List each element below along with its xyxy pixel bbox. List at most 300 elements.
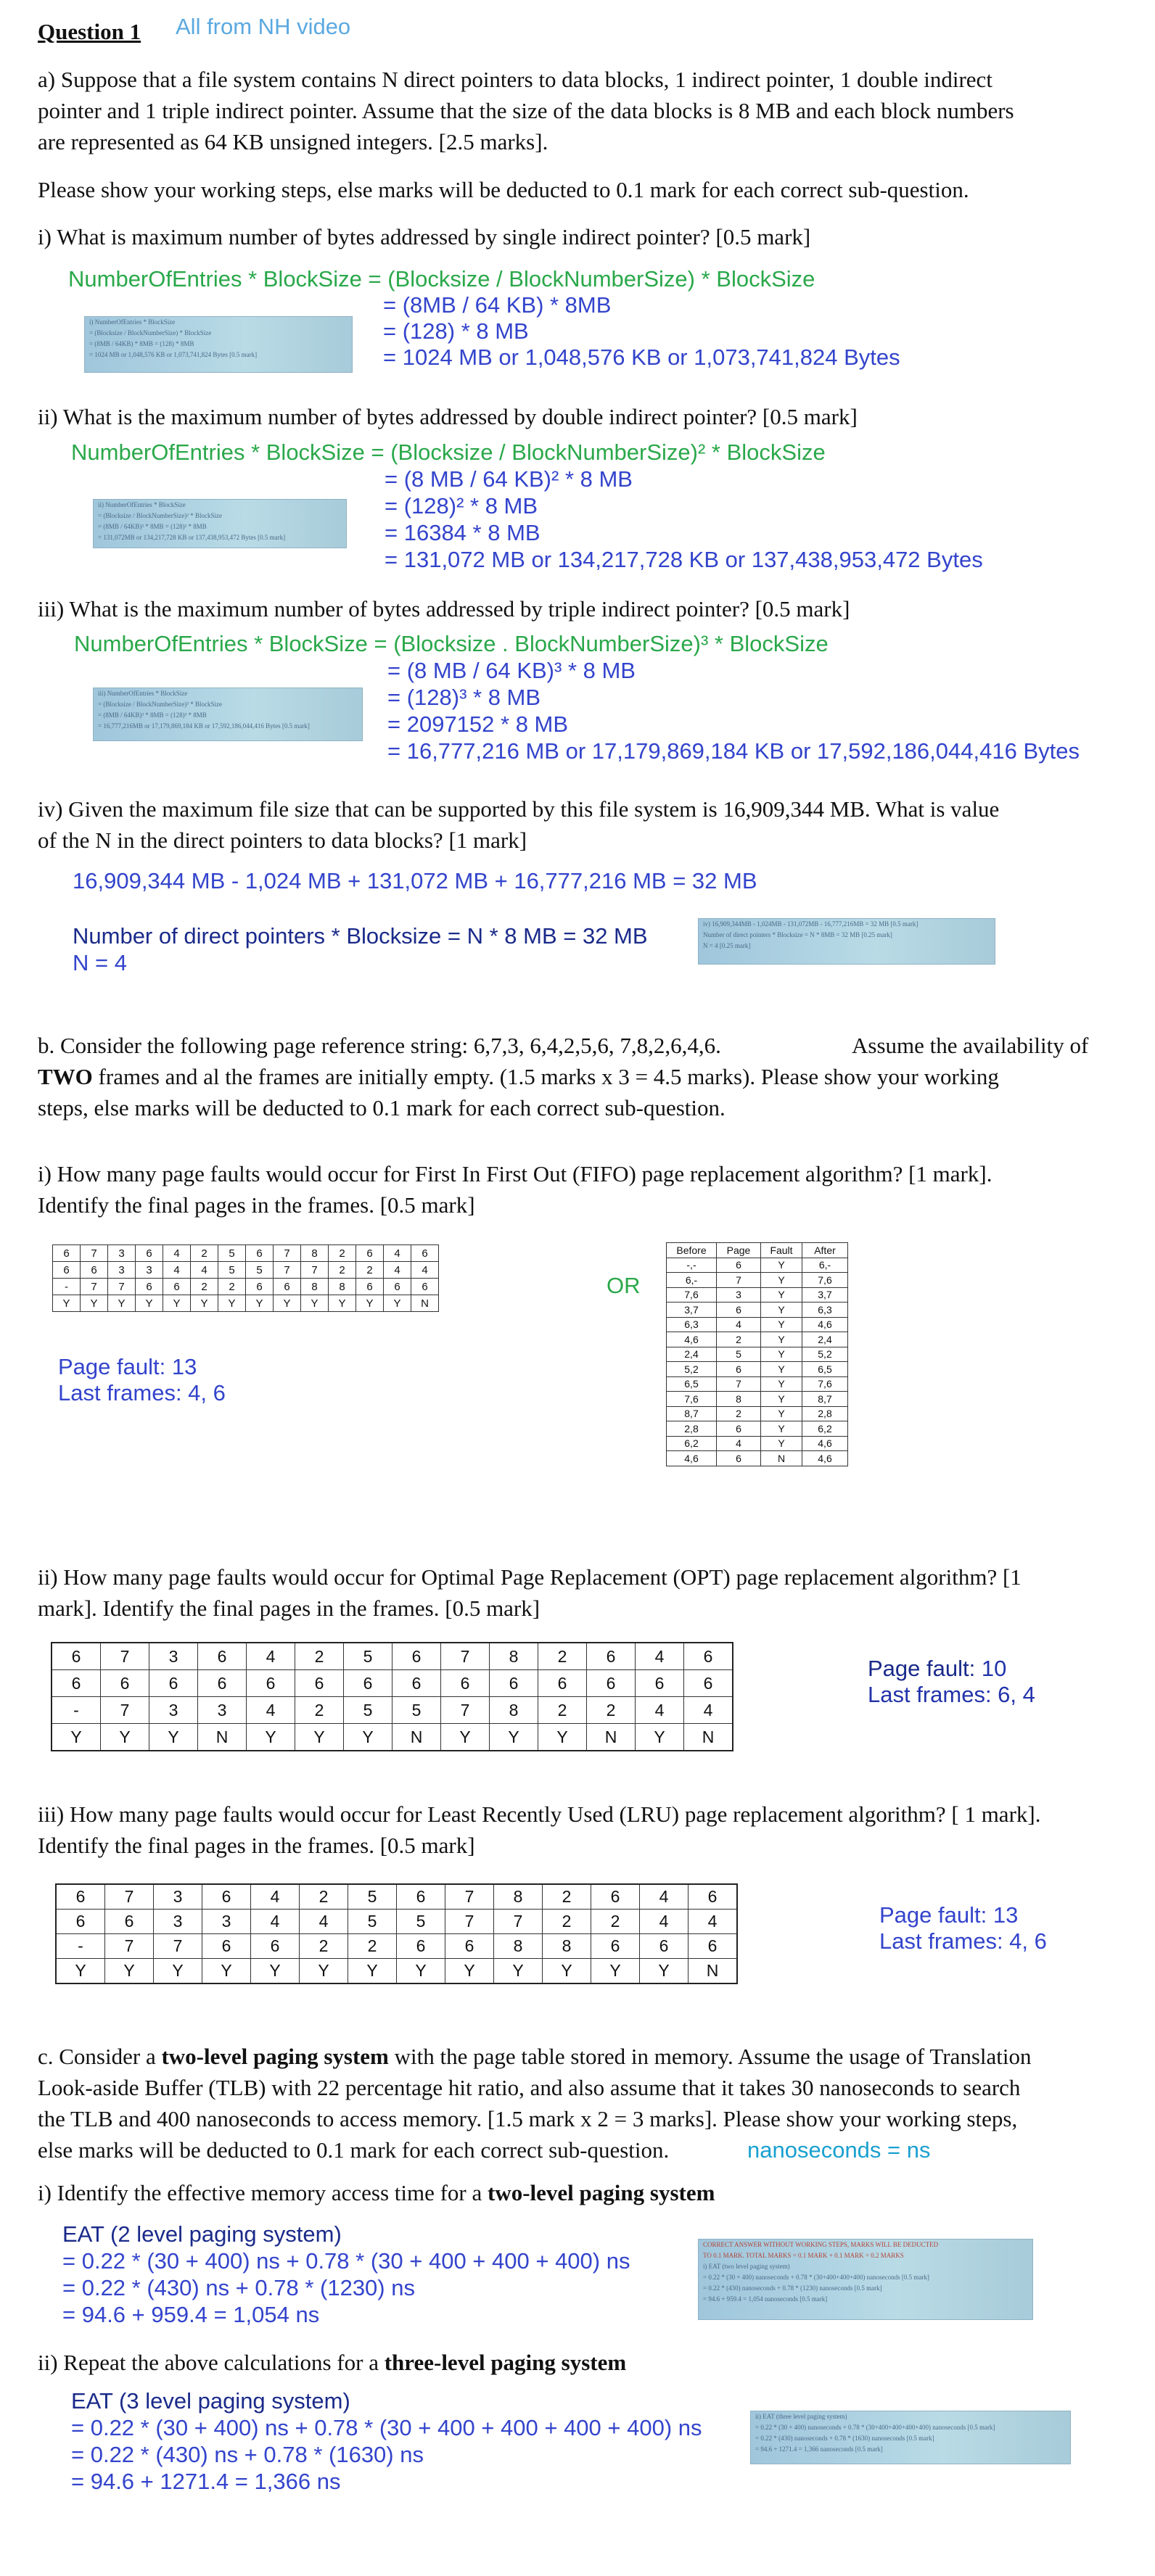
fifo-alt-cell: N (761, 1451, 802, 1466)
fifo-alt-cell: 6 (717, 1451, 761, 1466)
fifo-alt-cell: 4 (717, 1436, 761, 1451)
a-iii-question: iii) What is the maximum number of bytes addressed by triple indirect pointer? [0.5 mark] (38, 596, 850, 622)
part-c-intro-1: c. Consider a two-level paging system with the page table stored in memory. Assume the usage of Translation (38, 2044, 1032, 2069)
opt-cell: 3 (198, 1697, 247, 1724)
lru-cell: 3 (154, 1910, 202, 1934)
opt-cell: N (198, 1724, 247, 1751)
opt-last-frames: Last frames: 6, 4 (868, 1682, 1035, 1707)
fifo-cell: 6 (356, 1245, 384, 1262)
a-i-line4: = 1024 MB or 1,048,576 KB or 1,073,741,824 Bytes (383, 344, 900, 370)
opt-cell: 6 (636, 1670, 684, 1697)
column-header: Before (667, 1243, 717, 1258)
fifo-alt-cell: 6,5 (802, 1362, 848, 1377)
table-row (667, 1287, 848, 1303)
fifo-cell: 3 (136, 1262, 163, 1279)
lru-cell: 6 (56, 1910, 105, 1934)
fifo-alt-cell: 6,3 (802, 1303, 848, 1318)
lru-cell: 6 (397, 1934, 445, 1959)
fifo-alt-cell: 4 (717, 1317, 761, 1332)
a-i-question: i) What is maximum number of bytes addressed by single indirect pointer? [0.5 mark] (38, 224, 811, 249)
a-iv-question-2: of the N in the direct pointers to data blocks? [1 mark] (38, 827, 527, 853)
opt-cell: Y (441, 1724, 490, 1751)
fifo-alt-cell: 6 (717, 1362, 761, 1377)
fifo-question-1: i) How many page faults would occur for First In First Out (FIFO) page replacement algorithm? [1 mark]. (38, 1161, 992, 1186)
table-row (667, 1347, 848, 1362)
lru-cell: 6 (397, 1884, 445, 1910)
opt-cell: 4 (247, 1643, 295, 1670)
fifo-alt-table (666, 1242, 848, 1466)
fifo-cell: 7 (81, 1279, 108, 1295)
fifo-cell: 6 (246, 1245, 274, 1262)
fifo-cell: 8 (329, 1279, 356, 1295)
part-b-intro-2: TWO frames and al the frames are initially empty. (1.5 marks x 3 = 4.5 marks). Please show your working (38, 1064, 999, 1089)
fifo-alt-cell: 2,8 (667, 1421, 717, 1437)
part-c-intro-4: else marks will be deducted to 0.1 mark for each correct sub-question. (38, 2137, 670, 2163)
answer-key-thumbnail: ii) NumberOfEntries * BlockSize = (Blocksize / BlockNumberSize)² * BlockSize = (8MB / 64KB)² * 8MB = (128)² * 8MB = 131,072MB or 134,217,728 KB or 137,438,953,472 Bytes [0.5 mark] (93, 499, 347, 548)
a-iii-line4: = 2097152 * 8 MB (387, 711, 569, 737)
part-a-intro-1: a) Suppose that a file system contains N direct pointers to data blocks, 1 indirect pointer, 1 double indirect (38, 67, 992, 92)
part-c-intro-2: Look-aside Buffer (TLB) with 22 percentage hit ratio, and also assume that it takes 30 nanoseconds to search (38, 2075, 1021, 2100)
fifo-cell: 7 (81, 1245, 108, 1262)
lru-question-2: Identify the final pages in the frames. [0.5 mark] (38, 1833, 475, 1858)
a-ii-line1: NumberOfEntries * BlockSize = (Blocksize / BlockNumberSize)² * BlockSize (71, 439, 826, 465)
fifo-alt-cell: Y (761, 1273, 802, 1288)
fifo-alt-cell: 6 (717, 1258, 761, 1273)
c-i-line1: EAT (2 level paging system) (62, 2221, 342, 2247)
fifo-cell: Y (81, 1295, 108, 1312)
fifo-cell: - (53, 1279, 81, 1295)
lru-cell: Y (640, 1959, 689, 1984)
opt-cell: - (52, 1697, 101, 1724)
fifo-alt-cell: Y (761, 1317, 802, 1332)
opt-cell: 6 (441, 1670, 490, 1697)
opt-cell: Y (101, 1724, 149, 1751)
lru-cell: Y (543, 1959, 591, 1984)
fifo-alt-cell: 4,6 (667, 1332, 717, 1347)
table-header-row (667, 1243, 848, 1258)
lru-cell: - (56, 1934, 105, 1959)
opt-cell: 7 (101, 1643, 149, 1670)
fifo-alt-cell: 4,6 (802, 1317, 848, 1332)
fifo-alt-cell: 6,- (802, 1258, 848, 1273)
fifo-alt-cell: Y (761, 1347, 802, 1362)
answer-key-thumbnail: i) NumberOfEntries * BlockSize = (Blocksize / BlockNumberSize) * BlockSize = (8MB / 64KB) * 8MB = (128) * 8MB = 1024 MB or 1,048,576 KB or 1,073,741,824 Bytes [0.5 mark] (84, 316, 353, 373)
fifo-cell: Y (136, 1295, 163, 1312)
fifo-alt-cell: 5,2 (802, 1347, 848, 1362)
opt-cell: Y (636, 1724, 684, 1751)
opt-question-1: ii) How many page faults would occur for Optimal Page Replacement (OPT) page replacement algorithm? [1 (38, 1564, 1022, 1590)
fifo-alt-cell: 4,6 (667, 1451, 717, 1466)
lru-cell: 2 (300, 1934, 348, 1959)
opt-cell: 6 (149, 1670, 198, 1697)
table-row (52, 1697, 733, 1724)
table-row (667, 1332, 848, 1347)
lru-cell: 6 (202, 1934, 251, 1959)
opt-cell: 6 (587, 1643, 636, 1670)
lru-grid-table (55, 1883, 738, 1984)
opt-cell: N (684, 1724, 733, 1751)
a-iv-line3: N = 4 (73, 950, 127, 975)
a-ii-question: ii) What is the maximum number of bytes addressed by double indirect pointer? [0.5 mark] (38, 404, 858, 429)
fifo-alt-cell: 3,7 (802, 1287, 848, 1303)
lru-cell: 2 (348, 1934, 397, 1959)
table-row (667, 1392, 848, 1407)
fifo-cell: 6 (163, 1279, 191, 1295)
lru-cell: 6 (689, 1884, 738, 1910)
opt-cell: 5 (392, 1697, 441, 1724)
table-row (56, 1934, 737, 1959)
lru-cell: 4 (640, 1884, 689, 1910)
lru-page-fault: Page fault: 13 (879, 1902, 1019, 1928)
fifo-cell: 2 (191, 1245, 218, 1262)
fifo-cell: 6 (81, 1262, 108, 1279)
fifo-cell: 4 (163, 1245, 191, 1262)
c-i-line4: = 94.6 + 959.4 = 1,054 ns (62, 2302, 320, 2327)
c-i-line3: = 0.22 * (430) ns + 0.78 * (1230) ns (62, 2275, 415, 2300)
a-ii-line5: = 131,072 MB or 134,217,728 KB or 137,438,953,472 Bytes (385, 547, 983, 572)
table-row (53, 1262, 439, 1279)
lru-cell: 6 (591, 1934, 640, 1959)
fifo-alt-cell: 5,2 (667, 1362, 717, 1377)
fifo-cell: 7 (274, 1262, 301, 1279)
fifo-alt-cell: 7 (717, 1376, 761, 1392)
fifo-alt-cell: 7,6 (802, 1273, 848, 1288)
fifo-last-frames: Last frames: 4, 6 (58, 1380, 226, 1405)
fifo-alt-cell: -,- (667, 1258, 717, 1273)
lru-cell: 8 (494, 1884, 543, 1910)
fifo-cell: 6 (384, 1279, 411, 1295)
fifo-cell: Y (163, 1295, 191, 1312)
a-iii-line1: NumberOfEntries * BlockSize = (Blocksize . BlockNumberSize)³ * BlockSize (74, 631, 829, 656)
opt-cell: 4 (247, 1697, 295, 1724)
fifo-cell: Y (274, 1295, 301, 1312)
table-row (667, 1436, 848, 1451)
fifo-alt-cell: Y (761, 1406, 802, 1421)
lru-cell: 4 (251, 1884, 300, 1910)
a-iii-line3: = (128)³ * 8 MB (387, 685, 541, 710)
or-label: OR (607, 1273, 641, 1298)
opt-cell: 2 (295, 1697, 344, 1724)
lru-cell: 4 (251, 1910, 300, 1934)
lru-cell: 5 (348, 1910, 397, 1934)
a-iv-question-1: iv) Given the maximum file size that can be supported by this file system is 16,909,344 MB. What is value (38, 796, 1000, 822)
lru-cell: N (689, 1959, 738, 1984)
lru-cell: 4 (640, 1910, 689, 1934)
a-iii-line2: = (8 MB / 64 KB)³ * 8 MB (387, 658, 636, 683)
opt-cell: 6 (198, 1643, 247, 1670)
fifo-alt-cell: Y (761, 1362, 802, 1377)
fifo-alt-cell: 6,5 (667, 1376, 717, 1392)
lru-cell: 2 (543, 1910, 591, 1934)
lru-cell: 4 (300, 1910, 348, 1934)
fifo-cell: Y (108, 1295, 136, 1312)
fifo-alt-cell: 7,6 (667, 1392, 717, 1407)
table-row (667, 1421, 848, 1437)
opt-cell: 5 (344, 1643, 392, 1670)
table-row (56, 1884, 737, 1910)
opt-cell: 7 (441, 1643, 490, 1670)
fifo-cell: 6 (136, 1279, 163, 1295)
fifo-cell: 5 (218, 1262, 246, 1279)
fifo-alt-cell: 6,2 (667, 1436, 717, 1451)
c-ii-line4: = 94.6 + 1271.4 = 1,366 ns (71, 2469, 341, 2494)
lru-cell: 6 (56, 1884, 105, 1910)
lru-cell: 2 (300, 1884, 348, 1910)
lru-cell: 2 (591, 1910, 640, 1934)
fifo-cell: 6 (136, 1245, 163, 1262)
fifo-alt-cell: 8,7 (667, 1406, 717, 1421)
part-b-intro-3: steps, else marks will be deducted to 0.1 mark for each correct sub-question. (38, 1095, 726, 1120)
fifo-cell: 6 (246, 1279, 274, 1295)
part-c-intro-3: the TLB and 400 nanoseconds to access memory. [1.5 mark x 2 = 3 marks]. Please show your working steps, (38, 2106, 1018, 2131)
lru-cell: 7 (105, 1884, 154, 1910)
fifo-alt-cell: 2,4 (667, 1347, 717, 1362)
lru-cell: Y (202, 1959, 251, 1984)
lru-cell: 7 (154, 1934, 202, 1959)
a-iii-line5: = 16,777,216 MB or 17,179,869,184 KB or 17,592,186,044,416 Bytes (387, 738, 1080, 764)
table-row (667, 1258, 848, 1273)
c-ii-line2: = 0.22 * (30 + 400) ns + 0.78 * (30 + 400 + 400 + 400 + 400) ns (71, 2415, 702, 2440)
opt-cell: 6 (101, 1670, 149, 1697)
fifo-cell: Y (53, 1295, 81, 1312)
opt-cell: 6 (295, 1670, 344, 1697)
table-row (52, 1724, 733, 1751)
fifo-cell: Y (218, 1295, 246, 1312)
fifo-alt-cell: 5 (717, 1347, 761, 1362)
fifo-cell: 6 (411, 1279, 439, 1295)
opt-cell: 6 (392, 1643, 441, 1670)
lru-cell: 6 (251, 1934, 300, 1959)
fifo-alt-cell: 4,6 (802, 1451, 848, 1466)
opt-cell: N (587, 1724, 636, 1751)
fifo-cell: 8 (301, 1279, 329, 1295)
fifo-cell: 2 (191, 1279, 218, 1295)
opt-cell: 8 (490, 1697, 538, 1724)
table-row (667, 1451, 848, 1466)
fifo-alt-cell: 2,4 (802, 1332, 848, 1347)
a-ii-line2: = (8 MB / 64 KB)² * 8 MB (385, 466, 633, 492)
table-row (667, 1317, 848, 1332)
opt-cell: 2 (587, 1697, 636, 1724)
fifo-cell: 6 (356, 1279, 384, 1295)
opt-cell: 6 (198, 1670, 247, 1697)
lru-cell: 7 (445, 1884, 494, 1910)
lru-cell: 6 (591, 1884, 640, 1910)
opt-cell: 4 (684, 1697, 733, 1724)
opt-cell: 3 (149, 1643, 198, 1670)
lru-cell: 5 (397, 1910, 445, 1934)
fifo-alt-cell: Y (761, 1421, 802, 1437)
lru-cell: 8 (494, 1934, 543, 1959)
fifo-cell: Y (356, 1295, 384, 1312)
answer-key-thumbnail: ii) EAT (three level paging system) = 0.22 * (30 + 400) nanoseconds + 0.78 * (30+400+400+400+400) nanoseconds [0.5 mark] = 0.22 * (430) nanoseconds + 0.78 * (1630) nanoseconds [0.5 mark] = 94.6 + 1271.4 = 1,366 nanoseconds [0.5 mark] (750, 2411, 1071, 2464)
a-i-line3: = (128) * 8 MB (383, 318, 529, 344)
a-iv-line2: Number of direct pointers * Blocksize = N * 8 MB = 32 MB (73, 923, 648, 949)
part-a-intro-2: pointer and 1 triple indirect pointer. Assume that the size of the data blocks is 8 MB and each block numbers (38, 98, 1014, 123)
lru-cell: Y (494, 1959, 543, 1984)
table-row (56, 1910, 737, 1934)
table-row (53, 1279, 439, 1295)
lru-cell: Y (154, 1959, 202, 1984)
opt-cell: 6 (684, 1670, 733, 1697)
fifo-alt-cell: 3,7 (667, 1303, 717, 1318)
c-ii-line1: EAT (3 level paging system) (71, 2388, 350, 2414)
column-header: Fault (761, 1243, 802, 1258)
fifo-cell: 2 (218, 1279, 246, 1295)
opt-cell: 7 (441, 1697, 490, 1724)
opt-cell: Y (295, 1724, 344, 1751)
question-title: Question 1 (38, 19, 141, 44)
lru-cell: 4 (689, 1910, 738, 1934)
lru-cell: Y (300, 1959, 348, 1984)
opt-cell: 4 (636, 1697, 684, 1724)
lru-cell: Y (105, 1959, 154, 1984)
lru-cell: 6 (640, 1934, 689, 1959)
fifo-cell: 4 (411, 1262, 439, 1279)
fifo-question-2: Identify the final pages in the frames. [0.5 mark] (38, 1192, 475, 1218)
fifo-page-fault: Page fault: 13 (58, 1354, 197, 1379)
part-a-intro-3: are represented as 64 KB unsigned integers. [2.5 marks]. (38, 129, 548, 154)
c-ii-question: ii) Repeat the above calculations for a three-level paging system (38, 2350, 627, 2375)
fifo-cell: 7 (274, 1245, 301, 1262)
lru-cell: 2 (543, 1884, 591, 1910)
fifo-alt-cell: 8,7 (802, 1392, 848, 1407)
fifo-alt-cell: 7,6 (802, 1376, 848, 1392)
fifo-cell: 6 (53, 1262, 81, 1279)
lru-cell: 7 (105, 1934, 154, 1959)
lru-cell: 3 (154, 1884, 202, 1910)
lru-cell: 8 (543, 1934, 591, 1959)
fifo-cell: Y (191, 1295, 218, 1312)
opt-cell: 6 (538, 1670, 587, 1697)
fifo-cell: N (411, 1295, 439, 1312)
fifo-cell: 5 (246, 1262, 274, 1279)
lru-cell: 6 (105, 1910, 154, 1934)
a-iv-line1: 16,909,344 MB - 1,024 MB + 131,072 MB + 16,777,216 MB = 32 MB (73, 868, 757, 893)
fifo-alt-cell: Y (761, 1287, 802, 1303)
lru-last-frames: Last frames: 4, 6 (879, 1928, 1047, 1954)
opt-page-fault: Page fault: 10 (868, 1656, 1007, 1681)
fifo-cell: 6 (53, 1245, 81, 1262)
lru-cell: 7 (445, 1910, 494, 1934)
video-annotation: All from NH video (176, 14, 351, 39)
opt-cell: 6 (52, 1670, 101, 1697)
fifo-cell: 4 (191, 1262, 218, 1279)
fifo-cell: 7 (108, 1279, 136, 1295)
answer-key-thumbnail: iii) NumberOfEntries * BlockSize = (Blocksize / BlockNumberSize)³ * BlockSize = (8MB / 64KB)³ * 8MB = (128)³ * 8MB = 16,777,216MB or 17,179,869,184 KB or 17,592,186,044,416 Bytes [0.5 mark] (93, 688, 363, 741)
fifo-alt-cell: 4,6 (802, 1436, 848, 1451)
fifo-alt-cell: 6,- (667, 1273, 717, 1288)
opt-cell: Y (247, 1724, 295, 1751)
lru-cell: 3 (202, 1910, 251, 1934)
fifo-alt-cell: 7 (717, 1273, 761, 1288)
table-row (52, 1670, 733, 1697)
c-i-line2: = 0.22 * (30 + 400) ns + 0.78 * (30 + 400 + 400 + 400) ns (62, 2248, 630, 2274)
opt-cell: 6 (587, 1670, 636, 1697)
lru-question-1: iii) How many page faults would occur for Least Recently Used (LRU) page replacement algorithm? [ 1 mark]. (38, 1801, 1041, 1827)
lru-cell: Y (56, 1959, 105, 1984)
table-row (667, 1303, 848, 1318)
answer-key-thumbnail: iv) 16,909,344MB - 1,024MB - 131,072MB - 16,777,216MB = 32 MB [0.5 mark] Number of direct pointers * Blocksize = N * 8MB = 32 MB [0.25 mark] N = 4 [0.25 mark] (698, 918, 995, 965)
table-row (667, 1406, 848, 1421)
opt-cell: 7 (101, 1697, 149, 1724)
column-header: Page (717, 1243, 761, 1258)
opt-cell: 3 (149, 1697, 198, 1724)
table-row (667, 1362, 848, 1377)
c-i-question: i) Identify the effective memory access time for a two-level paging system (38, 2180, 715, 2205)
opt-cell: 2 (295, 1643, 344, 1670)
fifo-grid-table (52, 1244, 439, 1312)
lru-cell: Y (251, 1959, 300, 1984)
fifo-cell: 8 (301, 1245, 329, 1262)
answer-key-thumbnail: CORRECT ANSWER WITHOUT WORKING STEPS, MARKS WILL BE DEDUCTED TO 0.1 MARK. TOTAL MARKS = 0.1 MARK + 0.1 MARK = 0.2 MARKS i) EAT (two level paging system) = 0.22 * (30 + 400) nanoseconds + 0.78 * (30+400+400+400) nanoseconds [0.5 mark] = 0.22 * (430) nanoseconds + 0.78 * (1230) nanoseconds [0.5 mark] = 94.6 + 959.4 = 1,054 nanoseconds [0.5 mark] (698, 2239, 1033, 2320)
fifo-alt-cell: Y (761, 1392, 802, 1407)
fifo-cell: Y (384, 1295, 411, 1312)
opt-cell: Y (52, 1724, 101, 1751)
fifo-cell: Y (246, 1295, 274, 1312)
a-ii-line4: = 16384 * 8 MB (385, 520, 540, 545)
fifo-alt-cell: 8 (717, 1392, 761, 1407)
fifo-cell: 2 (329, 1262, 356, 1279)
fifo-cell: 3 (108, 1262, 136, 1279)
lru-cell: Y (591, 1959, 640, 1984)
fifo-cell: 4 (384, 1245, 411, 1262)
opt-cell: 6 (684, 1643, 733, 1670)
opt-grid-table (51, 1642, 733, 1751)
fifo-alt-cell: 6,2 (802, 1421, 848, 1437)
lru-cell: Y (397, 1959, 445, 1984)
fifo-cell: 5 (218, 1245, 246, 1262)
fifo-alt-cell: Y (761, 1332, 802, 1347)
opt-cell: 6 (344, 1670, 392, 1697)
opt-cell: 8 (490, 1643, 538, 1670)
fifo-cell: 2 (356, 1262, 384, 1279)
lru-cell: 6 (689, 1934, 738, 1959)
opt-cell: 6 (392, 1670, 441, 1697)
fifo-alt-cell: 2 (717, 1406, 761, 1421)
table-row (53, 1295, 439, 1312)
lru-cell: 6 (202, 1884, 251, 1910)
opt-cell: Y (344, 1724, 392, 1751)
part-b-intro-1a: b. Consider the following page reference string: 6,7,3, 6,4,2,5,6, 7,8,2,6,4,6. (38, 1033, 721, 1058)
table-row (667, 1376, 848, 1392)
table-row (56, 1959, 737, 1984)
a-i-line1: NumberOfEntries * BlockSize = (Blocksize / BlockNumberSize) * BlockSize (68, 266, 815, 292)
fifo-cell: 7 (301, 1262, 329, 1279)
lru-cell: 5 (348, 1884, 397, 1910)
opt-cell: Y (490, 1724, 538, 1751)
opt-cell: 6 (247, 1670, 295, 1697)
fifo-alt-cell: 2 (717, 1332, 761, 1347)
ns-annotation: nanoseconds = ns (747, 2137, 931, 2163)
lru-cell: Y (445, 1959, 494, 1984)
part-a-instruction: Please show your working steps, else marks will be deducted to 0.1 mark for each correct sub-question. (38, 177, 969, 202)
fifo-cell: Y (301, 1295, 329, 1312)
table-row (667, 1273, 848, 1288)
c-ii-line3: = 0.22 * (430) ns + 0.78 * (1630) ns (71, 2442, 424, 2467)
fifo-cell: 2 (329, 1245, 356, 1262)
fifo-cell: 6 (411, 1245, 439, 1262)
opt-question-2: mark]. Identify the final pages in the frames. [0.5 mark] (38, 1595, 540, 1621)
lru-cell: Y (348, 1959, 397, 1984)
fifo-alt-cell: Y (761, 1376, 802, 1392)
opt-cell: Y (149, 1724, 198, 1751)
opt-cell: 4 (636, 1643, 684, 1670)
opt-cell: 2 (538, 1643, 587, 1670)
fifo-cell: 4 (163, 1262, 191, 1279)
fifo-alt-cell: Y (761, 1258, 802, 1273)
fifo-alt-cell: 7,6 (667, 1287, 717, 1303)
